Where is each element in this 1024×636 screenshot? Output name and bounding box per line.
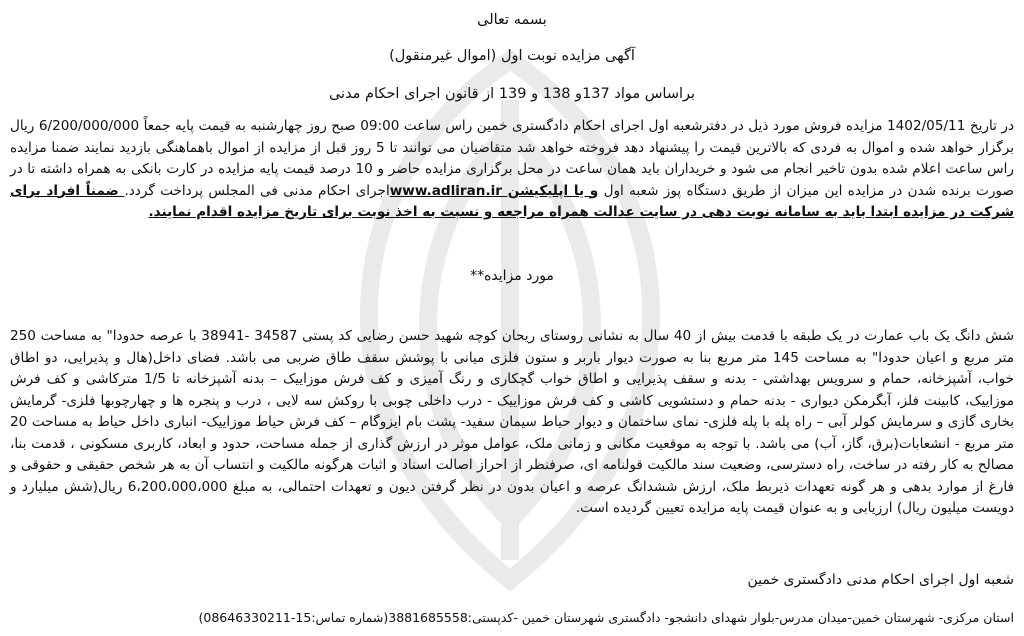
auction-terms-appointment: ضمناً افراد برای شرکت در مزایده ابتدا باید به سامانه نوبت دهی در سایت عدالت همراه مراجعه و نسبت به اخذ نوبت برای تاریخ مزایده اقدام نمایند. xyxy=(10,182,1014,220)
property-description-paragraph: شش دانگ یک باب عمارت در یک طبقه با قدمت بیش از 40 سال به نشانی روستای ریحان کوچه شهید حسن رضایی کد پستی 34587 -38941 با عرصه حدودا" به مساحت 250 متر مربع و اعیان حدودا" به مساحت 145 متر مربع بنا به صورت دیوار باربر و ستون فلزی میانی با پوشش سقف طاق ضربی می باشد. فضای داخل(هال و پذیرایی، دو اطاق خواب، آشپزخانه، حمام و سرویس بهداشتی - بدنه و سقف پذیرایی و اطاق خواب گچکاری و رنگ آمیزی و کف فرش موزاییک – بدنه آشپزخانه تا 1/5 مترکاشی و کف فرش موزاییک، کابینت فلز، آبگرمکن دیواری - بدنه حمام و دستشویی کاشی و کف فرش موزاییک - درب داخلی چوبی با روکش سه لایی ، درب و پنجره ها و چهارچوبها فلزی- گرمایش بخاری گازی و سرمایش کولر آبی – راه پله با پله فلزی- نمای ساختمان و دیوار حیاط سیمان سفید- پشت بام ایزوگام – کف فرش حیاط موزاییک- انباری داخل حیاط به مساحت 20 متر مربع - انشعابات(برق، گاز، آب) می باشد. با توجه به موقعیت مکانی و زمانی ملک، عوامل موثر در ارزش گذاری از جمله مساحت، حدود و ابعاد، کاربری مسکونی ، قدمت بنا، مصالح به کار رفته در ساخت، راه دسترسی، وضعیت سند مالکیت قولنامه ای، صرفنظر از احراز اصالت اسناد و اثبات هرگونه مالکیت و انتساب آن به هر شخص حقیقی و حقوقی و فارغ از موارد بدهی و هر گونه تعهدات ذیربط ملک، ارزش ششدانگ عرصه و اعیان بدون در نظر گرفتن دیون و تعهدات احتمالی، به مبلغ 6،200،000،000 ریال(شش میلیارد و دویست میلیون ریال) ارزیابی و به عنوان قیمت پایه مزایده تعیین گردیده است. xyxy=(10,328,1015,516)
auction-terms-paragraph xyxy=(10,116,1014,224)
auction-terms-main: در تاریخ 1402/05/11 مزایده فروش مورد ذیل در دفترشعبه اول اجرای احکام دادگستری خمین راس ساعت 09:00 صبح روز چهارشنبه به قیمت پایه جمعاً 6/200/000/000 ریال برگزار خواهد شده و اموال به فردی که بالاترین قیمت را پیشنهاد دهد فروخته خواهد شد متقاضیان می توانند تا 5 روز قبل از مزایده از اموال باهماهنگی بازدید نمایند ضمنا مزایده راس ساعت اعلام شده بدون تاخیر انجام می شود و خریداران باید همان ساعت در محل برگزاری مزایده حاضر و 10 درصد قیمت پایه مزایده در کارت بانکی به همراه داشته تا در صورت برنده شدن در مزایده این میزان از طریق دستگاه پوز شعبه اول xyxy=(10,118,1014,199)
doc-title: آگهی مزایده نوبت اول (اموال غیرمنقول) xyxy=(389,48,635,64)
doc-basmala: بسمه تعالی xyxy=(477,12,547,28)
auction-terms-payment: اجرای احکام مدنی فی المجلس پرداخت گردد. xyxy=(124,182,390,199)
doc-legal-basis: براساس مواد 137و 138 و 139 از قانون اجرای احکام مدنی xyxy=(328,86,696,102)
adliran-app-link[interactable]: و یا اپلیکیشن www.adliran.ir xyxy=(389,182,599,199)
auction-subject-heading: مورد مزایده** xyxy=(470,268,554,284)
issuer-address: استان مرکزی- شهرستان خمین-میدان مدرس-بلوار شهدای دانشجو- دادگستری شهرستان خمین -کدپستی:3881685558(شماره تماس:15-08646330211) xyxy=(198,610,1014,625)
issuer-signature: شعبه اول اجرای احکام مدنی دادگستری خمین xyxy=(747,572,1014,588)
